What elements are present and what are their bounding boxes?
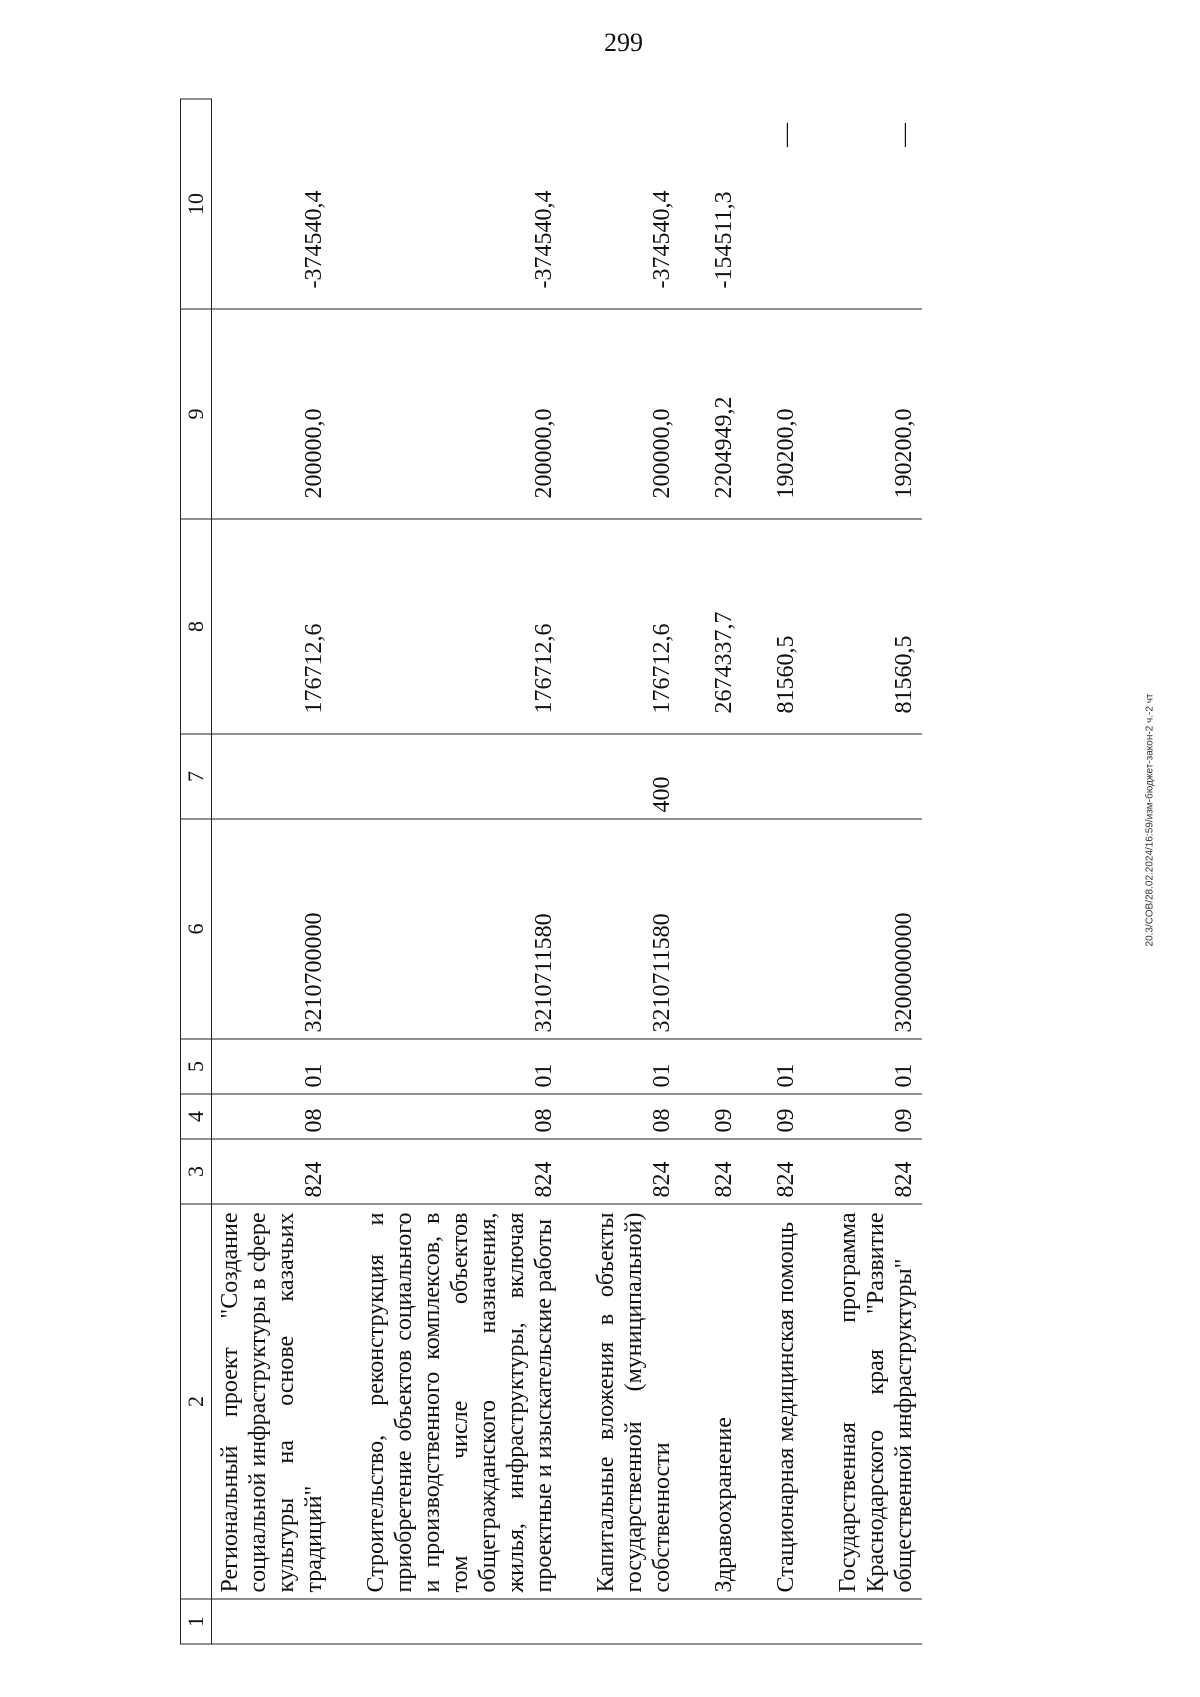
header-col-4: 4 [181,1094,212,1139]
section-code-cell: 08 [358,1094,562,1139]
table-row [706,99,742,1644]
row-number-cell [588,1599,680,1644]
ministry-code-cell: 824 [830,1139,922,1204]
amount-col-10-cell: -374540,4 [358,99,562,309]
item-name-cell: Здравоохранение [706,1204,742,1599]
amount-col-10-cell: -154511,3 [706,99,742,309]
target-article-cell [706,819,742,1039]
item-name-cell: Региональный проект "Создание социальной инфраструктуры в сфере культуры на основе казачьих традиций" [212,1204,333,1599]
amount-col-10-cell: — [768,99,804,309]
amount-col-8-cell: 2674337,7 [706,519,742,734]
table-row [588,99,680,1644]
budget-table [180,99,922,1645]
row-spacer [562,99,588,1644]
amount-col-8-cell: 176712,6 [588,519,680,734]
table-row [830,99,922,1644]
amount-col-9-cell: 2204949,2 [706,309,742,519]
target-article-cell: 3210711580 [358,819,562,1039]
table-row [358,99,562,1644]
target-article-cell [768,819,804,1039]
header-col-5: 5 [181,1039,212,1094]
subsection-code-cell [706,1039,742,1094]
expense-type-cell [212,734,333,819]
budget-table-container [180,100,1060,1645]
ministry-code-cell: 824 [706,1139,742,1204]
item-name-cell: Государственная программа Краснодарского края "Развитие общественной инфраструктуры" [830,1204,922,1599]
row-number-cell [830,1599,922,1644]
header-col-9: 9 [181,309,212,519]
expense-type-cell [768,734,804,819]
expense-type-cell [358,734,562,819]
expense-type-cell [830,734,922,819]
target-article-cell: 3210700000 [212,819,333,1039]
header-col-2: 2 [181,1204,212,1599]
header-col-8: 8 [181,519,212,734]
ministry-code-cell: 824 [212,1139,333,1204]
amount-col-9-cell: 190200,0 [830,309,922,519]
row-spacer [680,99,706,1644]
subsection-code-cell: 01 [768,1039,804,1094]
amount-col-8-cell: 81560,5 [830,519,922,734]
amount-col-9-cell: 200000,0 [358,309,562,519]
header-col-7: 7 [181,734,212,819]
header-col-10: 10 [181,99,212,309]
ministry-code-cell: 824 [768,1139,804,1204]
expense-type-cell: 400 [588,734,680,819]
amount-col-9-cell: 200000,0 [588,309,680,519]
row-number-cell [212,1599,333,1644]
amount-col-8-cell: 81560,5 [768,519,804,734]
item-name-cell: Строительство, реконструкция и приобретение объектов социального и производственного комплексов, в том числе объектов общегражданского назначения, жилья, инфраструктуры, включая проектные и изыскательские работы [358,1204,562,1599]
row-spacer [742,99,768,1644]
row-spacer [332,99,358,1644]
subsection-code-cell: 01 [358,1039,562,1094]
amount-col-10-cell: — [830,99,922,309]
item-name-cell: Капитальные вложения в объекты государственной (муниципальной) собственности [588,1204,680,1599]
table-row [212,99,333,1644]
row-number-cell [768,1599,804,1644]
row-spacer [804,99,830,1644]
table-header-row [181,99,212,1644]
document-footer-code: 20.3/СОВ/28.02.2024/16:59/изм-бюджет-закон-2 ч.-2 чт [1144,693,1156,947]
header-col-3: 3 [181,1139,212,1204]
target-article-cell: 3200000000 [830,819,922,1039]
amount-col-10-cell: -374540,4 [212,99,333,309]
section-code-cell: 08 [588,1094,680,1139]
amount-col-8-cell: 176712,6 [212,519,333,734]
section-code-cell: 09 [830,1094,922,1139]
subsection-code-cell: 01 [212,1039,333,1094]
section-code-cell: 09 [706,1094,742,1139]
header-col-6: 6 [181,819,212,1039]
amount-col-9-cell: 200000,0 [212,309,333,519]
table-row [768,99,804,1644]
page-number: 299 [604,28,643,57]
row-number-cell [358,1599,562,1644]
section-code-cell: 08 [212,1094,333,1139]
amount-col-9-cell: 190200,0 [768,309,804,519]
target-article-cell: 3210711580 [588,819,680,1039]
section-code-cell: 09 [768,1094,804,1139]
expense-type-cell [706,734,742,819]
subsection-code-cell: 01 [830,1039,922,1094]
item-name-cell: Стационарная медицинская помощь [768,1204,804,1599]
header-col-1: 1 [181,1599,212,1644]
amount-col-10-cell: -374540,4 [588,99,680,309]
subsection-code-cell: 01 [588,1039,680,1094]
amount-col-8-cell: 176712,6 [358,519,562,734]
ministry-code-cell: 824 [358,1139,562,1204]
ministry-code-cell: 824 [588,1139,680,1204]
row-number-cell [706,1599,742,1644]
